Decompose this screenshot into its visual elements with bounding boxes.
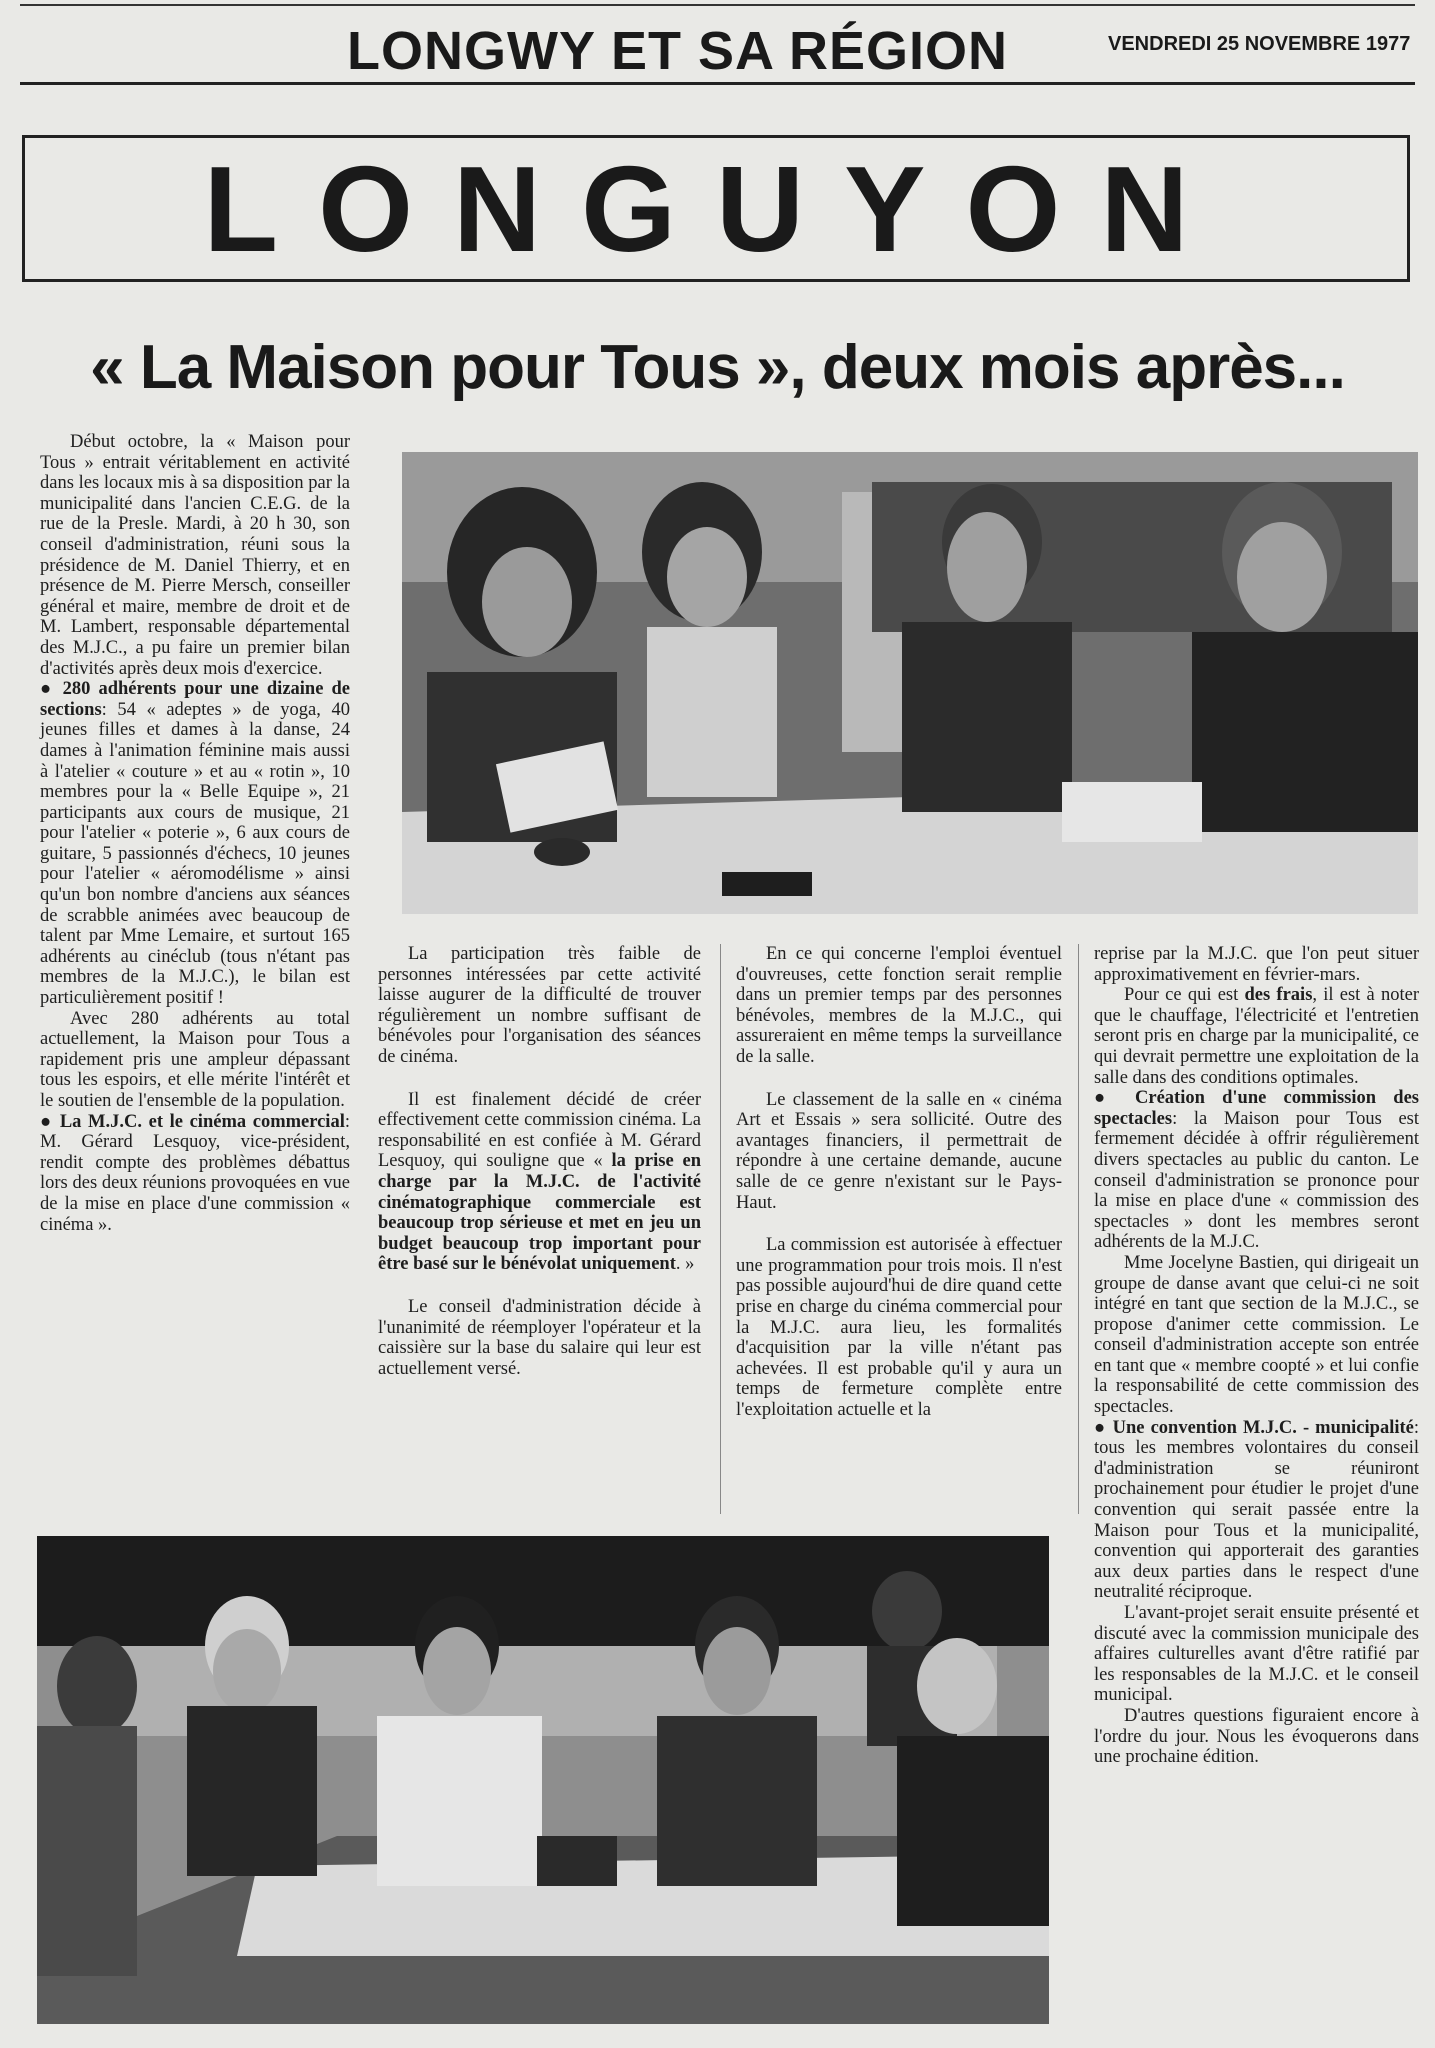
bullet-text: : 54 « adeptes » de yoga, 40 jeunes filles et dames à la danse, 24 dames à l'animation féminine mais aussi à l'atelier « couture » et au « rotin », 10 membres pour la « Belle Equipe », 21 participants aux cours de musique, 21 pour l'atelier « poterie », 6 aux cours de guitare, 5 passionnés d'échecs, 10 jeunes pour l'atelier « aéromodélisme » ainsi qu'un bon nombre d'anciens aux séances de scrabble animées avec beaucoup de talent par Mme Lemaire, et surtout 165 adhérents au cinéclub (tous n'étant pas membres de la M.J.C.), le bilan est particulièrement positif ! [40,699,350,1009]
paragraph: En ce qui concerne l'emploi éventuel d'ouvreuses, cette fonction serait remplie dans un premier temps par des personnes bénévoles, membres de la M.J.C., qui assureraient en même temps la surveillance de la salle. [736,944,1062,1067]
bullet-heading: Création d'une commission des spectacles [1094,1088,1419,1129]
bullet-heading: La M.J.C. et le cinéma commercial [59,1111,345,1132]
paragraph-bullet: ● La M.J.C. et le cinéma commercial: M. Gérard Lesquoy, vice-président, rendit compte des problèmes débattus lors des deux réunions provoquées en vue de la mise en place d'une commission « cinéma ». [40,1111,350,1235]
meeting-photo-top [402,452,1418,914]
top-rule [20,4,1415,6]
paragraph [1094,985,1419,1088]
paragraph: La commission est autorisée à effectuer une programmation pour trois mois. Il n'est pas possible aujourd'hui de dire quand cette prise en charge du cinéma commercial pour la M.J.C. aura lieu, les formalités d'acquisition par la ville n'étant pas achevées. Il est probable qu'il y aura un temps de fermeture complète entre l'exploitation actuelle et la [736,1235,1062,1420]
text: , il est à noter que le chauffage, l'électricité et l'entretien seront pris en charge par la municipalité, ce qui devrait permettre une exploitation de la salle dans des conditions optimales. [1094,985,1420,1088]
bullet-heading: Une convention M.J.C. - municipalité [1112,1417,1414,1438]
column-separator [1078,944,1079,1514]
paragraph-quote [378,1090,701,1275]
article-column-2 [378,944,701,1379]
article-column-1 [40,432,350,1235]
article-column-3 [736,944,1062,1420]
town-banner [22,135,1410,282]
photo-image [402,452,1418,914]
header-rule [20,82,1415,85]
quote-end: . » [675,1254,695,1275]
town-name: LONGUYON [203,141,1229,277]
paragraph: D'autres questions figuraient encore à l'ordre du jour. Nous les évoquerons dans une prochaine édition. [1094,1705,1419,1768]
paragraph-bullet: ● 280 adhérents pour une dizaine de sections: 54 « adeptes » de yoga, 40 jeunes filles et dames à la danse, 24 dames à l'animation féminine mais aussi à l'atelier « couture » et au « rotin », 10 membres pour la « Belle Equipe », 21 participants aux cours de musique, 21 pour l'atelier « poterie », 6 aux cours de guitare, 5 passionnés d'échecs, 10 jeunes pour l'atelier « aéromodélisme » ainsi qu'un bon nombre d'anciens aux séances de scrabble animées avec beaucoup de talent par Mme Lemaire, et surtout 165 adhérents au cinéclub (tous n'étant pas membres de la M.J.C.), le bilan est particulièrement positif ! [40,679,350,1009]
paragraph: Avec 280 adhérents au total actuellement, la Maison pour Tous a rapidement pris une ampleur dépassant tous les espoirs, et elle mérite l'intérêt et le soutien de l'ensemble de la population. [40,1008,350,1111]
paragraph: La participation très faible de personnes intéressées par cette activité laisse augurer de la difficulté de trouver régulièrement un nombre suffisant de bénévoles pour l'organisation des séances de cinéma. [378,944,701,1067]
text: Pour ce qui est [1124,985,1239,1006]
paragraph-bullet: ● Création d'une commission des spectacles: la Maison pour Tous est fermement décidée à offrir régulièrement divers spectacles au public du canton. Le conseil d'administration se prononce pour la mise en place d'une « commission des spectacles » dont les membres seront adhérents de la M.J.C. [1094,1088,1419,1253]
quote-text: la prise en charge par la M.J.C. de l'activité cinématographique commerciale est beaucoup trop sérieuse et met en jeu un budget beaucoup trop important pour être basé sur le bénévolat uniquement [378,1151,701,1275]
paragraph: Mme Jocelyne Bastien, qui dirigeait un groupe de danse avant que celui-ci ne soit intégré en tant que section de la M.J.C., se propose d'animer cette commission. Le conseil d'administration accepte son entrée en tant que « membre coopté » et lui confie la responsabilité de cette commission des spectacles. [1094,1252,1419,1418]
dateline: VENDREDI 25 NOVEMBRE 1977 [1108,33,1411,55]
photo-image [37,1536,1049,2024]
section-title: LONGWY ET SA RÉGION [335,20,1020,82]
bullet-heading: 280 adhérents pour une dizaine de sections [40,679,350,720]
text-bold: des frais [1244,985,1313,1006]
paragraph: Début octobre, la « Maison pour Tous » entrait véritablement en activité dans les locaux mis à sa disposition par la municipalité dans l'ancien C.E.G. de la rue de la Presle. Mardi, à 20 h 30, son conseil d'administration, réuni sous la présidence de M. Daniel Thierry, et en présence de M. Pierre Mersch, conseiller général et maire, membre de droit et de M. Lambert, responsable départemental des M.J.C., a pu faire un premier bilan d'activités après deux mois d'exercice. [40,432,350,679]
paragraph: L'avant-projet serait ensuite présenté et discuté avec la commission municipale des affaires culturelles avant d'être ratifié par les responsables de la M.J.C. et le conseil municipal. [1094,1603,1419,1706]
article-column-4 [1094,944,1419,1768]
meeting-photo-bottom [37,1536,1049,2024]
article-headline: « La Maison pour Tous », deux mois après... [90,333,1345,402]
paragraph-bullet: ● Une convention M.J.C. - municipalité: tous les membres volontaires du conseil d'administration se réuniront prochainement pour étudier le projet d'une convention qui serait passée entre la Maison pour Tous et la municipalité, convention qui apporterait des garanties aux deux parties dans le respect d'une neutralité réciproque. [1094,1417,1419,1603]
bullet-text: : la Maison pour Tous est fermement décidée à offrir régulièrement divers spectacles au public du canton. Le conseil d'administration se prononce pour la mise en place d'une « commission des spectacles » dont les membres seront adhérents de la M.J.C. [1094,1108,1419,1253]
paragraph: reprise par la M.J.C. que l'on peut situer approximativement en février-mars. [1094,944,1419,985]
bullet-text: : M. Gérard Lesquoy, vice-président, rendit compte des problèmes débattus lors des deux réunions provoquées en vue de la mise en place d'une commission « cinéma ». [40,1111,350,1235]
bullet-text: : tous les membres volontaires du conseil d'administration se réuniront prochainement pour étudier le projet d'une convention qui serait passée entre la Maison pour Tous et la municipalité, convention qui apporterait des garanties aux deux parties dans le respect d'une neutralité réciproque. [1094,1417,1419,1603]
paragraph: Le classement de la salle en « cinéma Art et Essais » sera sollicité. Outre des avantages financiers, il permettrait de répondre à une certaine demande, aucune salle de ce genre n'existant sur le Pays-Haut. [736,1089,1062,1213]
quote-intro: Il est finalement décidé de créer effectivement cette commission cinéma. La responsabilité en est confiée à M. Gérard Lesquoy, qui souligne que « [378,1089,701,1172]
column-separator [720,944,721,1514]
paragraph: Le conseil d'administration décide à l'unanimité de réemployer l'opérateur et la caissière sur la base du salaire qui leur est actuellement versé. [378,1296,701,1379]
